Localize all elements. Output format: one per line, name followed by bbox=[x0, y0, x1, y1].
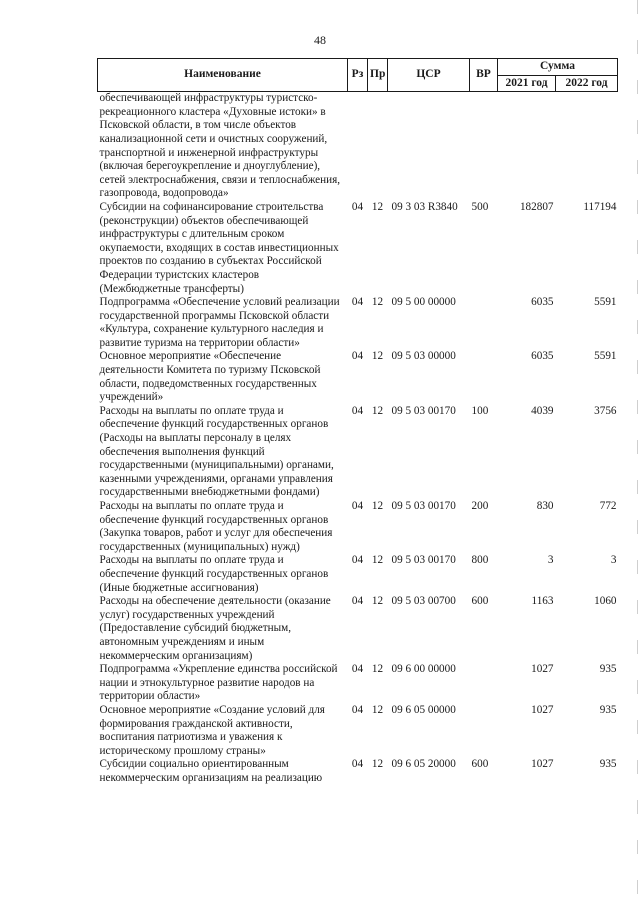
table-row bbox=[98, 201, 618, 296]
row-name: Субсидии на софинансирование строительства (реконструкции) объектов обеспечивающей инфраструктуры с длительным сроком окупаемости, входящих в состав инвестиционных проектов по созданию в субъектах Российской Федерации туристских кластеров (Межбюджетные трансферты) bbox=[99, 200, 339, 295]
row-vr bbox=[470, 350, 498, 404]
row-rz: 04 bbox=[351, 554, 364, 567]
header-name: Наименование bbox=[98, 59, 348, 92]
row-vr: 800 bbox=[471, 554, 489, 567]
row-sum-2022: 935 bbox=[599, 703, 617, 716]
row-rz: 04 bbox=[351, 404, 364, 417]
row-sum-2022: 5591 bbox=[594, 296, 617, 309]
row-csr: 09 5 03 00170 bbox=[391, 404, 456, 417]
row-sum-2021 bbox=[498, 92, 556, 201]
row-sum-2022: 935 bbox=[599, 663, 617, 676]
table-row bbox=[98, 758, 618, 785]
row-vr bbox=[470, 704, 498, 758]
budget-table bbox=[97, 58, 618, 785]
row-pr: 12 bbox=[371, 296, 384, 309]
row-pr: 12 bbox=[371, 500, 384, 512]
table-header bbox=[98, 59, 618, 92]
row-pr: 12 bbox=[371, 554, 384, 567]
row-pr: 12 bbox=[371, 350, 384, 363]
table-row bbox=[98, 704, 618, 758]
row-vr bbox=[470, 663, 498, 704]
row-csr: 09 5 03 00170 bbox=[391, 554, 456, 567]
row-csr bbox=[388, 92, 470, 201]
row-pr: 12 bbox=[371, 703, 384, 716]
row-sum-2021: 830 bbox=[536, 500, 554, 512]
row-sum-2022: 772 bbox=[599, 500, 617, 512]
table-row bbox=[98, 554, 618, 595]
header-year-2021: 2021 год bbox=[498, 75, 556, 92]
header-year-2022: 2022 год bbox=[556, 75, 618, 92]
row-sum-2021: 1027 bbox=[531, 703, 554, 716]
row-sum-2021: 4039 bbox=[531, 404, 554, 417]
table-row bbox=[98, 350, 618, 404]
row-csr: 09 5 03 00170 bbox=[391, 500, 456, 512]
table-row bbox=[98, 92, 618, 201]
row-sum-2021: 6035 bbox=[531, 350, 554, 363]
row-sum-2021: 1027 bbox=[531, 758, 554, 771]
row-vr: 100 bbox=[471, 404, 489, 417]
row-csr: 09 6 05 20000 bbox=[391, 758, 456, 771]
row-pr: 12 bbox=[371, 758, 384, 771]
row-pr: 12 bbox=[371, 404, 384, 417]
row-sum-2021: 1027 bbox=[531, 663, 554, 676]
row-rz: 04 bbox=[351, 663, 364, 676]
row-rz: 04 bbox=[351, 350, 364, 363]
row-name: Расходы на выплаты по оплате труда и обеспечение функций государственных органов (Расходы на выплаты персоналу в целях обеспечения выполнения функций государственными (муниципальными) органами, казенными учреждениями, органами управления государственными внебюджетными фондами) bbox=[99, 404, 334, 499]
table-body bbox=[98, 92, 618, 786]
row-name: обеспечивающей инфраструктуры туристско-рекреационного кластера «Духовные истоки» в Псковской области, в том числе объектов канализационной сети и очистных сооружений, транспортной и инженерной инфраструктуры (включая берегоукрепление и дноуглубление), сетей электроснабжения, связи и теплоснабжения, газопровода, водопровода» bbox=[99, 92, 341, 200]
row-name: Расходы на выплаты по оплате труда и обеспечение функций государственных органов (Закупка товаров, работ и услуг для обеспечения государственных (муниципальных) нужд) bbox=[99, 500, 333, 553]
row-csr: 09 3 03 R3840 bbox=[391, 200, 458, 213]
row-sum-2021: 1163 bbox=[531, 595, 554, 608]
row-vr: 500 bbox=[471, 200, 489, 213]
row-sum-2022: 935 bbox=[599, 758, 617, 771]
header-pr: Пр bbox=[368, 59, 388, 92]
header-rz: Рз bbox=[348, 59, 368, 92]
row-sum-2022: 3756 bbox=[594, 404, 617, 417]
row-name: Основное мероприятие «Обеспечение деятельности Комитета по туризму Псковской области, подведомственных государственных учреждений» bbox=[99, 350, 321, 404]
row-rz: 04 bbox=[351, 703, 364, 716]
row-name: Расходы на выплаты по оплате труда и обеспечение функций государственных органов (Иные бюджетные ассигнования) bbox=[99, 554, 329, 594]
row-vr bbox=[470, 296, 498, 350]
row-csr: 09 5 03 00700 bbox=[391, 595, 456, 608]
page-number: 48 bbox=[314, 33, 326, 47]
row-pr: 12 bbox=[371, 200, 384, 213]
row-name: Подпрограмма «Обеспечение условий реализации государственной программы Псковской области «Культура, сохранение культурного наследия и развитие туризма на территории области» bbox=[99, 296, 340, 349]
table-row bbox=[98, 405, 618, 500]
row-rz: 04 bbox=[351, 758, 364, 771]
row-name: Подпрограмма «Укрепление единства российской нации и этнокультурное развитие народов на территории области» bbox=[99, 663, 338, 703]
row-csr: 09 6 05 00000 bbox=[391, 703, 456, 716]
scan-edge-artifact bbox=[637, 0, 638, 905]
row-sum-2022: 5591 bbox=[594, 350, 617, 363]
row-sum-2022: 1060 bbox=[594, 595, 617, 608]
row-sum-2022 bbox=[556, 92, 618, 201]
row-sum-2021: 182807 bbox=[519, 200, 554, 213]
row-rz: 04 bbox=[351, 595, 364, 608]
row-rz: 04 bbox=[351, 296, 364, 309]
table-row bbox=[98, 663, 618, 704]
table-row bbox=[98, 500, 618, 554]
row-sum-2022: 3 bbox=[610, 554, 617, 567]
row-pr: 12 bbox=[371, 595, 384, 608]
header-vr: ВР bbox=[470, 59, 498, 92]
row-sum-2021: 3 bbox=[547, 554, 554, 567]
row-pr: 12 bbox=[371, 663, 384, 676]
row-name: Субсидии социально ориентированным некоммерческим организациям на реализацию bbox=[99, 758, 323, 784]
row-csr: 09 6 00 00000 bbox=[391, 663, 456, 676]
row-rz: 04 bbox=[351, 200, 364, 213]
table-row bbox=[98, 296, 618, 350]
row-csr: 09 5 00 00000 bbox=[391, 296, 456, 309]
row-csr: 09 5 03 00000 bbox=[391, 350, 456, 363]
row-rz: 04 bbox=[351, 500, 364, 512]
row-name: Основное мероприятие «Создание условий для формирования гражданской активности, воспитания патриотизма и уважения к историческому прошлому страны» bbox=[99, 703, 325, 757]
row-vr: 600 bbox=[471, 758, 489, 771]
row-rz bbox=[348, 92, 368, 201]
row-name: Расходы на обеспечение деятельности (оказание услуг) государственных учреждений (Предоставление субсидий бюджетным, автономным учреждениям и иным некоммерческим организациям) bbox=[99, 595, 331, 662]
row-vr bbox=[470, 92, 498, 201]
row-sum-2022: 117194 bbox=[583, 200, 617, 213]
table-row bbox=[98, 595, 618, 663]
row-sum-2021: 6035 bbox=[531, 296, 554, 309]
row-vr: 600 bbox=[471, 595, 489, 608]
row-vr: 200 bbox=[471, 500, 489, 512]
row-pr bbox=[368, 92, 388, 201]
header-csr: ЦСР bbox=[388, 59, 470, 92]
header-sum: Сумма bbox=[498, 59, 618, 76]
